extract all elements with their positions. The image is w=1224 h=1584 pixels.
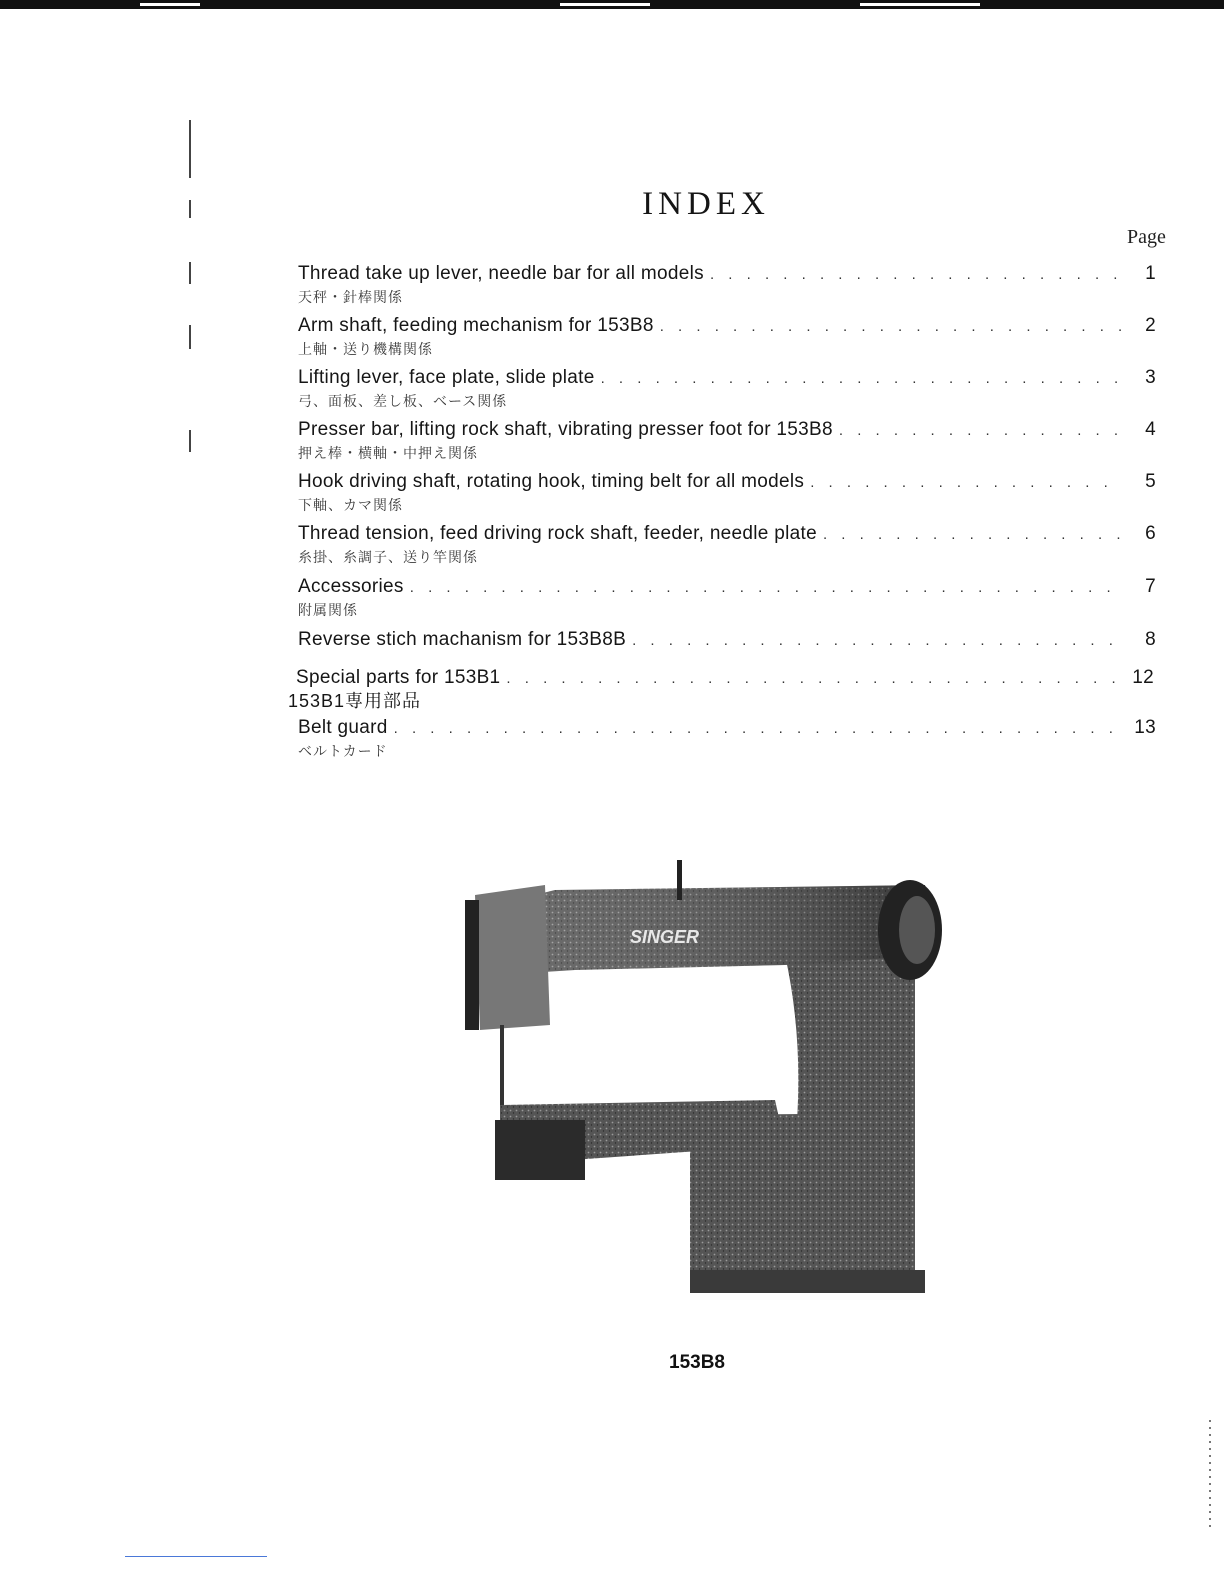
entry-title: Accessories — [298, 576, 404, 597]
entry-japanese-subtitle: 糸掛、糸調子、送り竿関係 — [298, 549, 478, 565]
entry-title: Thread tension, feed driving rock shaft, feeder, needle plate — [298, 523, 817, 544]
index-entry-row — [298, 628, 1156, 653]
entry-title: Hook driving shaft, rotating hook, timing belt for all models — [298, 471, 805, 492]
entry-japanese-subtitle: 153B1専用部品 — [288, 691, 422, 711]
entry-page-number: 7 — [1145, 576, 1156, 597]
entry-japanese-subtitle: 下軸、カマ関係 — [298, 497, 403, 513]
entry-title: Reverse stich machanism for 153B8B — [298, 629, 627, 650]
index-entry-row — [298, 314, 1156, 339]
entry-page-number: 3 — [1145, 367, 1156, 388]
index-entry-row — [298, 575, 1156, 600]
entry-japanese-subtitle: 上軸・送り機構関係 — [298, 341, 433, 357]
entry-page-number: 13 — [1134, 717, 1156, 738]
scan-bottom-line — [125, 1556, 267, 1557]
entry-page-number: 8 — [1145, 629, 1156, 650]
index-entry — [298, 262, 1156, 306]
margin-mark — [189, 325, 191, 349]
dot-leader — [506, 667, 1120, 691]
entry-page-number: 5 — [1145, 471, 1156, 492]
entry-title: Lifting lever, face plate, slide plate — [298, 367, 595, 388]
index-entry-row — [298, 470, 1156, 495]
entry-title: Arm shaft, feeding mechanism for 153B8 — [298, 315, 654, 336]
margin-mark — [189, 262, 191, 284]
scan-border-gap — [140, 3, 200, 6]
dot-leader — [660, 315, 1122, 339]
figure-caption: 153B8 — [669, 1352, 725, 1373]
index-entry — [298, 470, 1156, 514]
dot-leader — [839, 419, 1122, 443]
index-entry-row — [298, 366, 1156, 391]
dot-leader — [410, 576, 1122, 600]
dot-leader — [823, 523, 1122, 547]
index-entry — [298, 314, 1156, 358]
sewing-machine-photo — [455, 845, 955, 1305]
entry-japanese-subtitle: 弓、面板、差し板、ベース関係 — [298, 393, 508, 409]
entry-title: Thread take up lever, needle bar for all models — [298, 263, 704, 284]
scan-border-gap — [560, 3, 650, 6]
dot-leader — [394, 717, 1122, 741]
index-entry — [298, 575, 1156, 619]
index-entry-row — [298, 522, 1156, 547]
entry-page-number: 6 — [1145, 523, 1156, 544]
entry-page-number: 12 — [1132, 667, 1154, 688]
index-entry-row — [298, 262, 1156, 287]
entry-japanese-subtitle: 押え棒・横軸・中押え関係 — [298, 445, 478, 461]
index-entry — [298, 418, 1156, 462]
index-entry-row — [298, 418, 1156, 443]
entry-title: Special parts for 153B1 — [296, 667, 501, 688]
machine-logo: SINGER — [630, 927, 700, 947]
index-entry — [298, 628, 1156, 653]
scan-edge-ticks — [1209, 1420, 1211, 1530]
dot-leader — [710, 263, 1122, 287]
margin-mark — [189, 430, 191, 452]
entry-title: Belt guard — [298, 717, 388, 738]
index-entry — [298, 522, 1156, 566]
margin-mark — [189, 120, 191, 178]
index-entry — [298, 716, 1156, 760]
dot-leader — [632, 629, 1122, 653]
entry-page-number: 4 — [1145, 419, 1156, 440]
entry-japanese-subtitle: 天秤・針棒関係 — [298, 289, 403, 305]
entry-page-number: 2 — [1145, 315, 1156, 336]
entry-page-number: 1 — [1145, 263, 1156, 284]
page-column-header: Page — [1127, 226, 1166, 248]
dot-leader — [601, 367, 1122, 391]
entry-title: Presser bar, lifting rock shaft, vibrating presser foot for 153B8 — [298, 419, 833, 440]
dot-leader — [810, 471, 1122, 495]
entry-japanese-subtitle: ベルトカード — [298, 743, 388, 759]
page-title: INDEX — [642, 186, 770, 222]
index-entry — [288, 666, 1154, 711]
scan-border-gap — [860, 3, 980, 6]
entry-japanese-subtitle: 附属関係 — [298, 602, 358, 618]
index-entry — [298, 366, 1156, 410]
index-entry-row — [296, 666, 1154, 691]
index-entry-row — [298, 716, 1156, 741]
